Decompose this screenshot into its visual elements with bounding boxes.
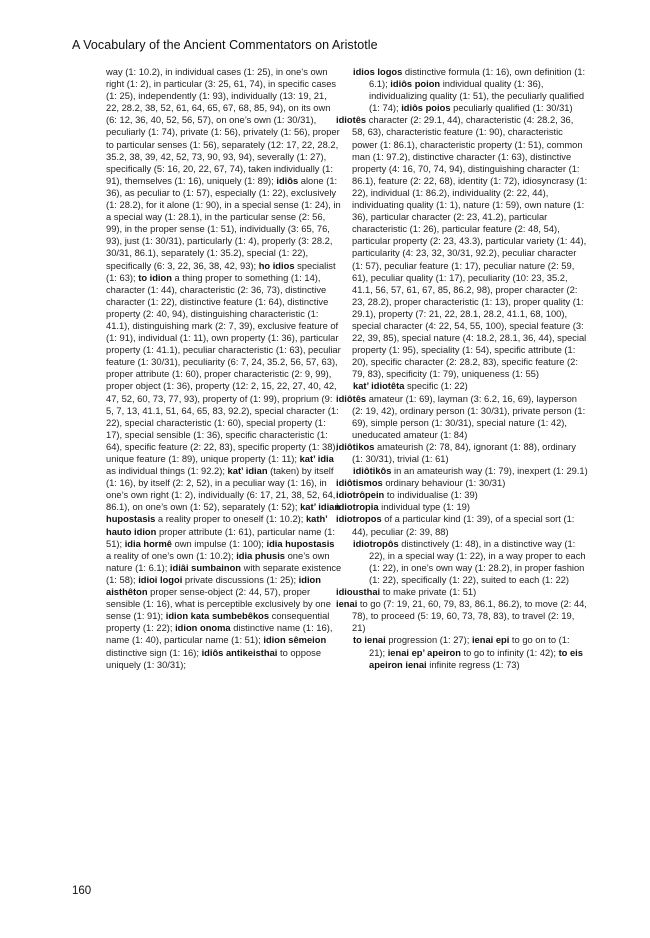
dictionary-entry	[336, 477, 588, 489]
entry-text: infinite regress (1: 73)	[426, 659, 520, 670]
entry-text: of a particular kind (1: 39), of a special sort (1: 44), peculiar (2: 39, 88)	[352, 514, 575, 537]
entry-text: to oppose uniquely (1: 30/31);	[106, 647, 322, 670]
entry-text: progression (1: 27);	[385, 635, 472, 646]
headword: idion sêmeion	[263, 635, 327, 646]
entry-text: to go to infinity (1: 42);	[460, 647, 559, 658]
headword: kat’ idiotêta	[353, 381, 405, 392]
entry-text: to individualise (1: 39)	[384, 490, 478, 501]
headword: idia hormê	[124, 538, 172, 549]
headword: idiousthai	[336, 587, 381, 598]
headword: idiôs poion	[390, 79, 441, 90]
subentry	[336, 380, 588, 392]
headword: kat’ idian	[227, 466, 268, 477]
entry-text: alone (1: 36), as peculiar to (1: 57), especially (1: 22), exclusively (1: 28.2), for it alone (1: 90), in a special sense (1: 24), in a special way (1: 28.1), in the particular sense (2: 56, 99), in the proper sense (1: 51), individually (3: 65, 76, 93), just (1: 30/31), particularly (1: 4), properly (3: 28.2, 30/31, 86.1), separately (1: 35.2), special (1: 22), specifically (6: 3, 22, 36, 38, 42, 93);	[106, 175, 341, 271]
headword: idion onoma	[175, 623, 231, 634]
headword: idiotês	[336, 115, 367, 126]
entry-text: peculiarly qualified (1: 30/31)	[450, 103, 573, 114]
headword: to eis apeiron ienai	[369, 647, 583, 670]
headword: idiôtikos	[336, 441, 375, 452]
dictionary-entry	[336, 598, 588, 634]
entry-text: distinctively (1: 48), in a distinctive way (1: 22), in a special way (1: 22), in a way proper to each (1: 22), in one’s own way (1: 28.2), in proper fashion (1: 22), specifically (1: 22), suited to each (1: 22)	[369, 538, 586, 585]
running-header: A Vocabulary of the Ancient Commentators on Aristotle	[72, 38, 378, 52]
headword: idiôtikôs	[353, 466, 392, 477]
headword: idiôtismos	[336, 478, 383, 489]
dictionary-entry	[336, 513, 588, 537]
headword: ienai ep’ apeiron	[387, 647, 461, 658]
entry-text: way (1: 10.2), in individual cases (1: 25), in one’s own right (1: 2), in particular (3: 25, 61, 74), in specific cases (1: 25), independently (1: 93), individually (13: 19, 21, 22, 28.2, 38, 52, 61, 64, 65, 67, 68, 85, 94), on its own (6: 12, 36, 40, 52, 56, 57), on one’s own (1: 30/31), peculiarly (1: 74), private (1: 56), privately (1: 56), proper to particular senses (1: 56), separately (12: 17, 22, 28.2, 35.2, 38, 39, 42, 52, 73, 90, 93, 94), severally (1: 27), specifically (5: 16, 20, 22, 67, 74), taken individually (1: 91), themselves (1: 16), uniquely (1: 89);	[106, 67, 340, 186]
entry-text: distinctive name (1: 16), name (1: 40), particular name (1: 51);	[106, 623, 333, 646]
right-column	[336, 66, 588, 671]
entry-text: private discussions (1: 25);	[182, 574, 299, 585]
headword: idia phusis	[236, 550, 286, 561]
headword: idioi logoi	[138, 574, 183, 585]
dictionary-entry	[336, 114, 588, 380]
headword: ienai	[336, 599, 358, 610]
entry-text: in an amateurish way (1: 79), inexpert (1: 29.1)	[391, 466, 588, 477]
entry-text: to make private (1: 51)	[380, 587, 477, 598]
headword: idiôs antikeisthai	[201, 647, 278, 658]
entry-text: to go on to (1: 21);	[369, 635, 570, 658]
headword: idiôtês	[336, 393, 367, 404]
entry-text: distinctive sign (1: 16);	[106, 647, 202, 658]
dictionary-entry	[336, 393, 588, 441]
entry-text: distinctive formula (1: 16), own definition (1: 6.1);	[369, 67, 586, 90]
entry-text: individual type (1: 19)	[378, 502, 470, 513]
headword: ienai epi	[471, 635, 510, 646]
subentry	[336, 66, 588, 114]
left-column	[106, 66, 342, 671]
page-number: 160	[72, 885, 92, 897]
dictionary-entry	[106, 66, 342, 671]
headword: kat’ idian hupostasis	[106, 502, 341, 525]
dictionary-entry	[336, 489, 588, 501]
entry-text: consequential property (1: 22);	[106, 611, 330, 634]
headword: idiotropos	[336, 514, 382, 525]
headword: to ienai	[353, 635, 386, 646]
entry-text: a reality proper to oneself (1: 10.2);	[155, 514, 306, 525]
headword: ho idios	[258, 260, 295, 271]
entry-text: ordinary behaviour (1: 30/31)	[382, 478, 506, 489]
headword: kath’ hauto idion	[106, 514, 328, 537]
dictionary-entry	[336, 586, 588, 598]
entry-text: specific (1: 22)	[404, 381, 468, 392]
subentry	[336, 634, 588, 670]
headword: idion aisthêton	[106, 574, 321, 598]
headword: kat’ idia	[299, 454, 334, 464]
dictionary-entry	[336, 441, 588, 465]
subentry	[336, 465, 588, 477]
entry-text: with separate existence (1: 58);	[106, 562, 342, 585]
entry-text: own impulse (1: 100);	[171, 538, 267, 549]
dictionary-entry	[336, 501, 588, 513]
entry-text: to go (7: 19, 21, 60, 79, 83, 86.1, 86.2), to move (2: 44, 78), to proceed (5: 19, 60, 73, 78, 83), to travel (2: 19, 21)	[352, 599, 587, 634]
headword: idiâi sumbainon	[169, 562, 242, 573]
headword: idia hupostasis	[266, 538, 335, 549]
headword: idiôs poios	[401, 103, 451, 114]
headword: idiôs	[276, 175, 299, 186]
entry-text: character (2: 29.1, 44), characteristic (4: 28.2, 36, 58, 63), characteristic feature (1: 90), characteristic power (1: 86.1), characteristic property (1: 51), common man (1: 97.2), distinctive character (1: 63), distinctive property (4: 16, 70, 74, 94), distinguishing character (1: 86.1), feature (2: 22, 68), identity (1: 72), idiosyncrasy (1: 22), individual (1: 86.2), individuality (2: 22, 44), individuating quality (1: 1), nature (1: 59), own nature (1: 36), particular character (2: 23, 41.2), particular characteristic (1: 26), particular feature (2: 48, 54), particular property (2: 23, 43.3), particular variety (1: 44), particularity (4: 23, 32, 30/31, 92.2), peculiar character (1: 57), peculiar feature (1: 17), peculiar nature (2: 59, 61), peculiar quality (1: 17), peculiarity (10: 23, 35.2, 41.1, 56, 57, 61, 67, 85, 86.2, 98), proper character (2: 23, 28.2), proper characteristic (1: 13), proper quality (1: 29.1), property (7: 21, 22, 28.1, 28.2, 41.1, 68, 100), special character (4: 22, 54, 55, 100), special feature (3: 22, 39, 85), special nature (4: 18.2, 28.1, 36, 44), special property (1: 95), speciality (1: 54), specific attribute (1: 20), specific character (2: 28.2, 83), specific feature (2: 79, 83), specificity (1: 79), uniqueness (1: 55)	[352, 115, 588, 380]
entry-text: a thing proper to something (1: 14), character (1: 44), characteristic (2: 36, 73), distinctive character (1: 22), distinctive feature (1: 64), distinctive property (2: 40, 94), distinguishing characteristic (1: 41.1), distinguishing mark (2: 7, 39), exclusive feature of (1: 91), individual (1: 11), own property (1: 36), particular property (1: 41.1), peculiar characteristic (1: 63), peculiar feature (1: 30/31), peculiarity (6: 7, 24, 35.2, 56, 57, 63), proper attribute (1: 60), proper characteristic (2: 9, 99), proper object (1: 36), property (12: 2, 15, 22, 27, 40, 42, 47, 52, 60, 73, 77, 93), property of (1: 99), proprium (9: 5, 7, 13, 41.1, 51, 64, 65, 83, 92.2), special character (1: 22), special characteristic (1: 60), special property (1: 17), special sensible (1: 36), specific characteristic (1: 64), specific feature (2: 22, 83), specific property (1: 38), unique feature (1: 89), unique property (1: 11);	[106, 272, 341, 464]
entry-text: individual quality (1: 36), individualizing quality (1: 51), the peculiarly qualified (1: 74);	[369, 79, 585, 114]
headword: idiotrôpein	[336, 490, 385, 501]
headword: idion kata sumbebêkos	[165, 611, 270, 622]
entry-text: (taken) by itself (1: 16), by itself (2: 2, 52), in a peculiar way (1: 16), in one’s own right (1: 2), individually (6: 17, 21, 38, 52, 64, 86.1), on one’s own (1: 52), separately (1: 52);	[106, 466, 336, 513]
entry-text: amateur (1: 69), layman (3: 6.2, 16, 69), layperson (2: 19, 42), ordinary person (1: 30/31), private person (1: 69), simple person (1: 30/31), special nature (1: 42), uneducated amateur (1: 84)	[352, 393, 586, 440]
subentry	[336, 538, 588, 586]
entry-text: specialist (1: 63);	[106, 260, 336, 283]
entry-text: proper sense-object (2: 44, 57), proper sensible (1: 16), what is perceptible exclusively by one sense (1: 91);	[106, 587, 331, 622]
headword: idiotropôs	[353, 538, 399, 549]
entry-text: one’s own nature (1: 6.1);	[106, 550, 330, 573]
entry-text: amateurish (2: 78, 84), ignorant (1: 88), ordinary (1: 30/31), trivial (1: 61)	[352, 441, 576, 464]
headword: idios logos	[353, 67, 403, 77]
headword: to idion	[138, 272, 172, 283]
entry-text: proper attribute (1: 61), particular name (1: 51);	[106, 526, 335, 549]
entry-text: as individual things (1: 92.2);	[106, 466, 228, 477]
headword: idiotropia	[336, 502, 379, 513]
entry-text: a reality of one’s own (1: 10.2);	[106, 550, 237, 561]
